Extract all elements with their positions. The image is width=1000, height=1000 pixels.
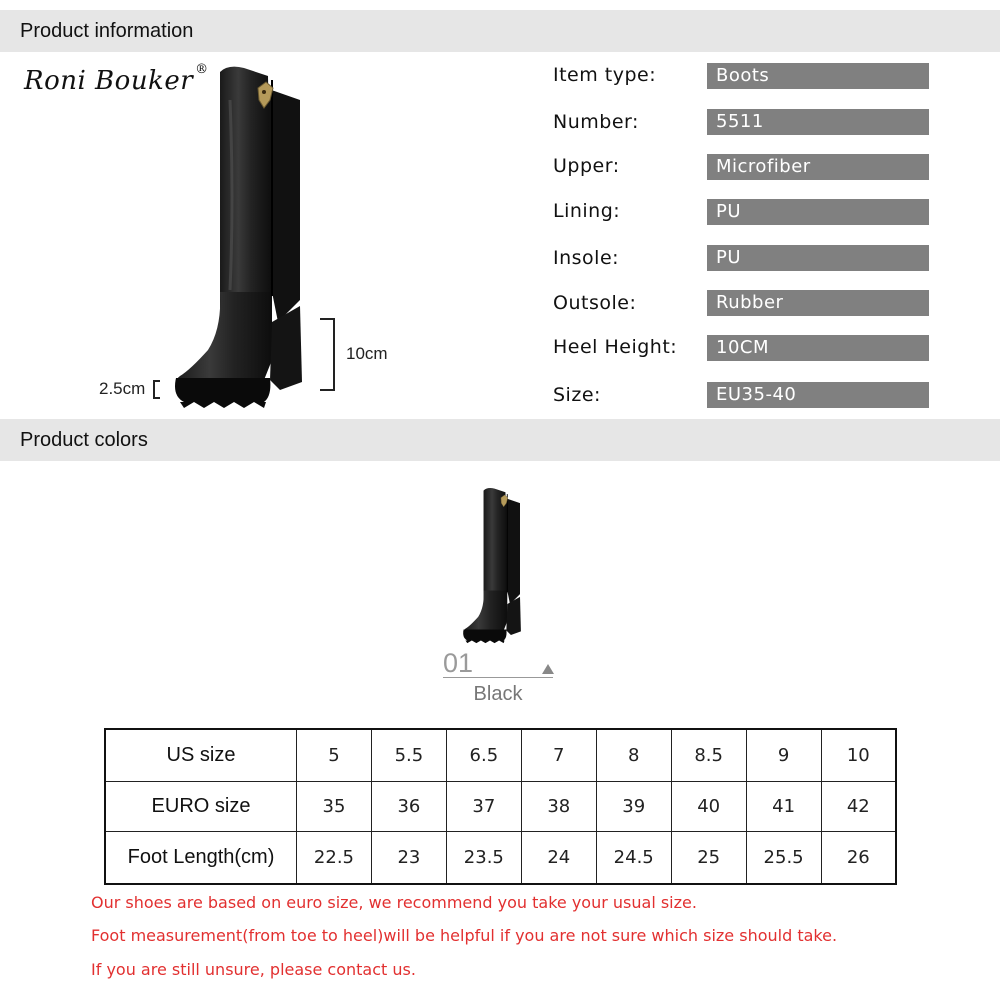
platform-bracket-bottom bbox=[153, 397, 160, 399]
table-cell: 38 bbox=[521, 781, 596, 832]
table-row-us-size bbox=[105, 729, 896, 781]
registered-mark: ® bbox=[195, 62, 209, 77]
size-chart-table bbox=[104, 728, 897, 885]
table-cell: 35 bbox=[297, 781, 372, 832]
spec-value-heel-height: 10CM bbox=[707, 335, 929, 361]
table-row-euro-size bbox=[105, 781, 896, 832]
table-cell: 8.5 bbox=[671, 729, 746, 781]
spec-value-insole: PU bbox=[707, 245, 929, 271]
spec-label-lining: Lining: bbox=[553, 200, 621, 222]
spec-label-upper: Upper: bbox=[553, 155, 620, 177]
table-cell: 39 bbox=[596, 781, 671, 832]
spec-value-lining: PU bbox=[707, 199, 929, 225]
table-cell: 7 bbox=[521, 729, 596, 781]
spec-label-number: Number: bbox=[553, 111, 639, 133]
color-swatch-image-black[interactable] bbox=[455, 485, 535, 645]
size-note-contact: If you are still unsure, please contact us. bbox=[91, 960, 416, 979]
table-cell: 23 bbox=[371, 832, 446, 884]
table-cell: 5.5 bbox=[371, 729, 446, 781]
size-note-euro: Our shoes are based on euro size, we recommend you take your usual size. bbox=[91, 893, 697, 912]
table-cell: 23.5 bbox=[446, 832, 521, 884]
heel-bracket-bottom bbox=[320, 389, 335, 391]
spec-value-outsole: Rubber bbox=[707, 290, 929, 316]
heel-height-dimension-label: 10cm bbox=[346, 344, 388, 363]
table-cell: 8 bbox=[596, 729, 671, 781]
table-cell: 41 bbox=[746, 781, 821, 832]
spec-value-number: 5511 bbox=[707, 109, 929, 135]
table-cell: 9 bbox=[746, 729, 821, 781]
triangle-up-icon bbox=[542, 664, 554, 674]
heel-bracket-top bbox=[320, 318, 335, 320]
table-cell: 22.5 bbox=[297, 832, 372, 884]
section-header-product-information: Product information bbox=[0, 10, 1000, 52]
table-cell: 37 bbox=[446, 781, 521, 832]
spec-label-item-type: Item type: bbox=[553, 64, 657, 86]
table-cell: 40 bbox=[671, 781, 746, 832]
color-swatch-number: 01 bbox=[443, 648, 553, 678]
spec-label-outsole: Outsole: bbox=[553, 292, 637, 314]
brand-logo-text: Roni Bouker bbox=[24, 66, 194, 96]
table-cell: 36 bbox=[371, 781, 446, 832]
spec-value-item-type: Boots bbox=[707, 63, 929, 89]
row-header-us-size: US size bbox=[105, 729, 297, 781]
color-swatch-name: Black bbox=[473, 683, 523, 705]
row-header-euro-size: EURO size bbox=[105, 781, 297, 832]
platform-bracket-top bbox=[153, 380, 160, 382]
spec-label-heel-height: Heel Height: bbox=[553, 336, 678, 358]
table-cell: 6.5 bbox=[446, 729, 521, 781]
table-cell: 5 bbox=[297, 729, 372, 781]
spec-label-insole: Insole: bbox=[553, 247, 620, 269]
table-cell: 24 bbox=[521, 832, 596, 884]
table-row-foot-length bbox=[105, 832, 896, 884]
table-cell: 25 bbox=[671, 832, 746, 884]
table-cell: 42 bbox=[821, 781, 896, 832]
table-cell: 24.5 bbox=[596, 832, 671, 884]
heel-bracket-vertical bbox=[333, 318, 335, 391]
section-header-product-colors: Product colors bbox=[0, 419, 1000, 461]
table-cell: 26 bbox=[821, 832, 896, 884]
product-image-boot bbox=[160, 60, 330, 412]
row-header-foot-length: Foot Length(cm) bbox=[105, 832, 297, 884]
table-cell: 25.5 bbox=[746, 832, 821, 884]
spec-value-size: EU35-40 bbox=[707, 382, 929, 408]
platform-height-dimension-label: 2.5cm bbox=[99, 379, 146, 398]
spec-value-upper: Microfiber bbox=[707, 154, 929, 180]
spec-label-size: Size: bbox=[553, 384, 601, 406]
table-cell: 10 bbox=[821, 729, 896, 781]
size-note-measurement: Foot measurement(from toe to heel)will be helpful if you are not sure which size should take. bbox=[91, 926, 838, 945]
